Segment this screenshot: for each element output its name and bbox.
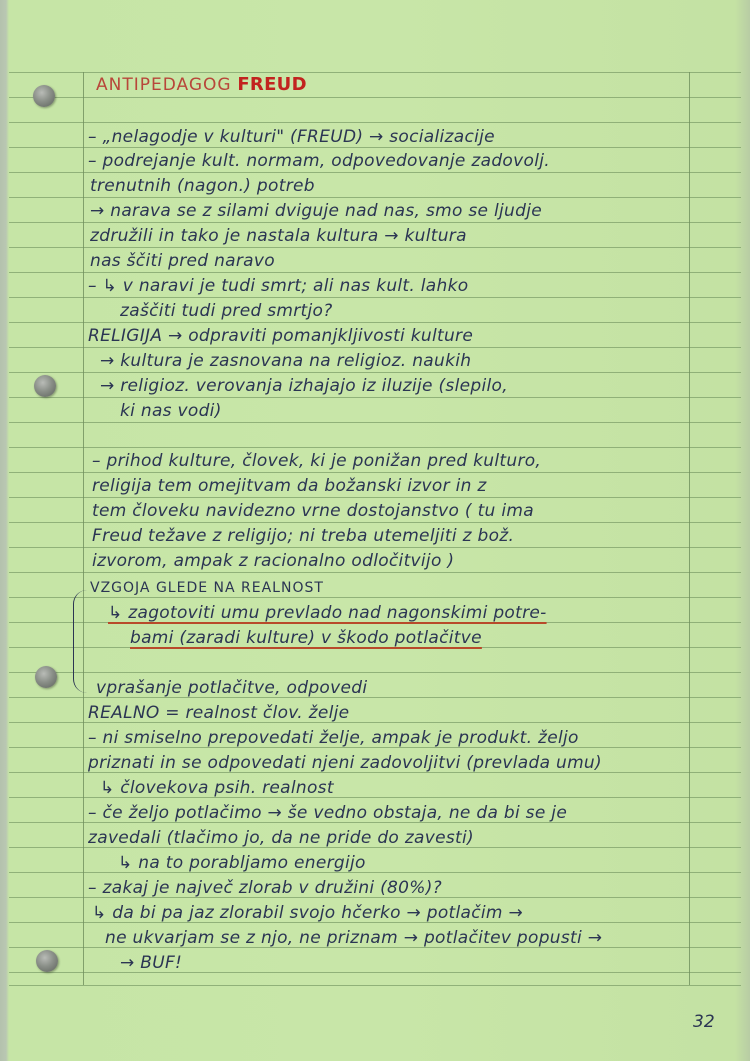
rule-line <box>9 147 741 148</box>
note-line: trenutnih (nagon.) potreb <box>90 176 315 196</box>
right-margin-line <box>689 72 690 985</box>
note-line: vprašanje potlačitve, odpovedi <box>96 678 368 698</box>
rule-line <box>9 597 741 598</box>
note-line: → narava se z silami dviguje nad nas, smo se ljudje <box>90 201 542 221</box>
note-line: Freud težave z religijo; ni treba utemeljiti z bož. <box>92 526 515 546</box>
punch-hole <box>35 666 57 688</box>
note-line: – ↳ v naravi je tudi smrt; ali nas kult. lahko <box>88 276 469 296</box>
note-line: ↳ da bi pa jaz zlorabil svojo hčerko → potlačim → <box>92 903 524 923</box>
rule-line <box>9 985 741 986</box>
section-heading-vzgoja: VZGOJA GLEDE NA REALNOST <box>90 580 324 596</box>
note-line: tem človeku navidezno vrne dostojanstvo ( tu ima <box>92 501 534 521</box>
note-line: – prihod kulture, človek, ki je ponižan pred kulturo, <box>92 451 542 471</box>
note-line: priznati in se odpovedati njeni zadovoljitvi (prevlada umu) <box>88 753 602 773</box>
note-line: REALNO = realnost člov. želje <box>88 703 350 723</box>
note-line: združili in tako je nastala kultura → kultura <box>90 226 467 246</box>
rule-line <box>9 272 741 273</box>
note-line: nas ščiti pred naravo <box>90 251 275 271</box>
page-title <box>96 74 307 95</box>
rule-line <box>9 372 741 373</box>
left-margin-line <box>83 72 84 985</box>
note-line: RELIGIJA → odpraviti pomanjkljivosti kulture <box>88 326 474 346</box>
note-line: zavedali (tlačimo jo, da ne pride do zavesti) <box>88 828 474 848</box>
highlighted-line: ↳ zagotoviti umu prevlado nad nagonskimi potre- <box>108 603 547 623</box>
note-line: zaščiti tudi pred smrtjo? <box>120 301 333 321</box>
rule-line <box>9 472 741 473</box>
rule-line <box>9 497 741 498</box>
note-line: ↳ človekova psih. realnost <box>100 778 334 798</box>
note-line: religija tem omejitvam da božanski izvor in z <box>92 476 487 496</box>
rule-line <box>9 222 741 223</box>
rule-line <box>9 197 741 198</box>
rule-line <box>9 572 741 573</box>
rule-line <box>9 972 741 973</box>
rule-line <box>9 297 741 298</box>
rule-line <box>9 672 741 673</box>
note-line: ↳ na to porabljamo energijo <box>118 853 366 873</box>
note-line: – zakaj je največ zlorab v družini (80%)? <box>88 878 442 898</box>
page-number: 32 <box>693 1012 715 1032</box>
rule-line <box>9 97 741 98</box>
rule-line <box>9 247 741 248</box>
rule-line <box>9 72 741 73</box>
rule-line <box>9 122 741 123</box>
rule-line <box>9 522 741 523</box>
title-freud: FREUD <box>237 74 307 95</box>
rule-line <box>9 322 741 323</box>
note-line: – „nelagodje v kulturi" (FREUD) → socializacije <box>88 127 495 147</box>
rule-line <box>9 347 741 348</box>
rule-line <box>9 172 741 173</box>
highlighted-line: bami (zaradi kulture) v škodo potlačitve <box>130 628 482 648</box>
note-line: – če željo potlačimo → še vedno obstaja, ne da bi se je <box>88 803 568 823</box>
note-line: → religioz. verovanja izhajajo iz iluzije (slepilo, <box>100 376 508 396</box>
rule-line <box>9 397 741 398</box>
note-line: ki nas vodi) <box>120 401 222 421</box>
rule-line <box>9 447 741 448</box>
bracket-arrow <box>73 590 88 693</box>
note-line: – podrejanje kult. normam, odpovedovanje zadovolj. <box>88 151 550 171</box>
punch-hole <box>34 375 56 397</box>
rule-line <box>9 547 741 548</box>
punch-hole <box>33 85 55 107</box>
title-antipedagog: ANTIPEDAGOG <box>96 75 232 95</box>
note-line: ne ukvarjam se z njo, ne priznam → potlačitev popusti → <box>105 928 603 948</box>
note-line: – ni smiselno prepovedati želje, ampak je produkt. željo <box>88 728 579 748</box>
note-line: → kultura je zasnovana na religioz. naukih <box>100 351 472 371</box>
rule-line <box>9 422 741 423</box>
note-line: izvorom, ampak z racionalno odločitvijo ) <box>92 551 455 571</box>
note-line: → BUF! <box>120 953 183 973</box>
punch-hole <box>36 950 58 972</box>
